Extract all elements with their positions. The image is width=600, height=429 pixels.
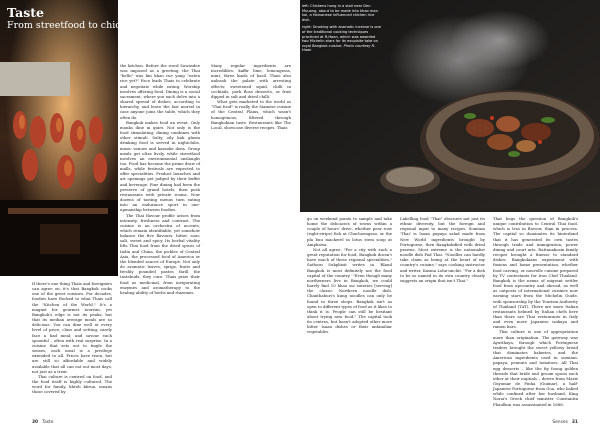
photo-credit: Photo courtesy R-Haan — [302, 43, 376, 53]
paragraph: Not all agree. "For a city with such a great reputation for food, Bangkok doesn't have much of these regional specialities," Sathorn Sukphisit writes in 'Bland Bangkok is most definitely not the food capital of the country.' "Even though many northerners live in Bangkok, we could barely find 10 khao soi eateries [serving] the classic Northern noodle dish. Chanthaburi's kung noodles can only be found in three shops. Bangkok isn't as open to different types of food as it likes to think it is. People can still be hesitant about trying new food." The capital took its centres, but hasn't adopted other more bitter Isaan dishes or their unfamiliar vegetables. — [307, 246, 392, 335]
title-block — [7, 6, 177, 32]
text-column-6 — [493, 216, 578, 407]
text-column-4 — [307, 216, 392, 335]
text-column-1 — [32, 281, 112, 394]
chicken-stall-photo — [0, 0, 118, 276]
paragraph: Thai culture is one of appropriation more than origination. The gateway was Ayutthaya, through which Portuguese traders brought the sweet yellowy bread that dominates bakeries, and the American ingredients used in somtam: papaya, peanuts and tomatoes. All Thai egg desserts – like the fiy foong golden threads that bride and groom spoon each other at their nuptials – derive from Marie Guyomar de Pinha (Guimar), a half-Japanese Portuguese from Goa, who baked while confined after her husband, King Narai's Greek chief minister Constantin Phaulkon was assassinated in 1688. — [493, 329, 578, 407]
section-label-left: Taste — [42, 420, 54, 425]
page-number-left: 30 — [32, 420, 39, 425]
text-column-5 — [400, 216, 485, 283]
text-column-2 — [120, 63, 200, 295]
paragraph: the kitchen. Before the word Sawasdee was imposed as a greeting, the Thai "hello" was kin khao rue yang "eaten rice yet?" Face leads Thais to celebrate and negotiate while eating. Worship involves offering food. Dining is a social sacrament, where you each delve into a shared spread of dishes, according to hierarchy, and leave the last morsel in case anyone joins the table, which they often do. — [120, 63, 200, 120]
section-label-right: Senses — [552, 420, 568, 425]
paragraph: Bangkok makes food an event. Only monks dine in quiet. Not only is the food stimulating; dining combines with other stimuli. Salty, oily kab glaem drinking food is served in nightclubs, music venues and karaoke dens. Group meals get ultra lively, while streetfood involves an environmental onslaught too. Food has become the prime draw of malls, while festivals are expected to offer specialities. Product launches and art openings get judged by their buffet and beverage. Fine dining had been the preserve of grand hotels, then posh restaurants with private rooms. Now dozens of tasting menus turn eating into an endurance sport in one-upmanship between foodies. — [120, 119, 200, 213]
paragraph: What gets marketed to the world as "Thai food" is really the Siamese cuisine of the Central Plains, which wasn't homogenous, filtered through Bangkokian taste. Restaurants like The Local, showcase diverse recipes. Thais — [211, 99, 291, 130]
paragraph: Many regular ingredients are incredibles: kaffir lime, lemongrass, mint, three kinds of basil. Thais also unleash the palate with arresting effects: sweetened squid, chilli in cocktails, pork floss desserts, or fruit dipped in salt and dried chilli. — [211, 63, 291, 99]
paragraph: Thai culture is centred on food, and the food itself is highly cultured. The word for family, khrob khrua, means those covered by — [32, 373, 112, 395]
paragraph: That begs the question of Bangkok's unique contribution to Central Thai food, which is less in flavour, than in process. The capital so dominates its hinterland that it has generated its own tastes through trade and immigration, power dining and court arts. Rattanakosin family recipes brought a finesse to standard dishes. Bangkokians experiment with fusions and home presentation, whether food carving, or nouvelle cuisine prepared by TV contestants for Iron Chef Thailand. Bangkok is the nexus of migrant settler food from upcountry and abroad, as well as outposts of international cuisines now earning stars from the Michelin Guide, with sponsorship by the Tourism Authority of Thailand (TAT). There are more Italian restaurants helmed by Italian chefs here than there are Thai restaurants in Italy and even more Japanese izakaya and ramen bars. — [493, 216, 578, 330]
page-title: Taste — [7, 5, 44, 20]
text-column-3 — [211, 63, 291, 130]
paragraph: go on weekend jaunts to sample and take home the delicacies of towns within a couple of hours' drive, whether pear rose (right-stripe) fish at Chachoengsao, or the pla buu mackerel in lotus stem soup at Amphawa. — [307, 216, 392, 247]
page-number-right: 31 — [571, 420, 578, 425]
caption-right-text: right: Smoking with aromatic incense is one of the traditional cooking techniques practiced at R-Haan, which was awarded two Michelin stars for its exquisite take on royal Bangkok cuisine. — [302, 25, 382, 48]
caption-right — [302, 25, 382, 53]
paragraph: If there's one thing Thais and foreigners can agree on, it's that Bangkok cooks one of the great cuisines. For decades, foodies have flocked to what Thais call the "Kitchen of the World." It's a magnet for gourmet tourism, yet Bangkok's edge is not its peaks, but that its median average meals are so delicious. You can dine well at every level of price, class and setting; rarely face a bad meal; and savour each spoonful – often with real surprise. In a cuisine that sets out to tingle the senses, each meal is a privilege extended to all. Prices have risen, but are still so affordable and widely available that all can eat out most days, not just as a treat. — [32, 281, 112, 374]
footer-right — [552, 420, 578, 425]
paragraph: The Thai flavour profile arises from intensity, freshness and contrast. The cuisine is an orchestra of accents, which remain identifiable, yet somehow balance the five flavours: bitter, sour, salt, sweet and spicy. Its herbal vitality lifts Thai food from the dried spices of India and China, the pickles of Central Asia, the processed food of America or the blended sauces of Europe. Not only do aromatic leaves, sprigs, fruits and freshly pounded pastes thrill the tastebuds, they cure. Thais prize their food as medicinal, from invigorating enzymes and aromatherapy to the healing ability of herbs and rhizomes. — [120, 212, 200, 295]
caption-left: left: Chickens hang in a stall near Den Muuang, about to be made into khao man kai, a Hainanese influenced chicken rice dish. — [302, 4, 378, 22]
footer-left — [32, 420, 53, 425]
paragraph: Labelling food "Thai" obscures not just its ethnic diversity, but the foreign and regional input to many recipes. Somtam 'Thai' is Isaan papaya salad made from New World ingredients brought by Portuguese, then Bangkokified with dried prawns. Most extreme is the nationalist noodle dish Pad Thai. "Noodles can hardly take claim as being at the heart of my country's cuisine," says cooking instructor and writer, Kasma Loha-unchit. "For a dish to be so named in its own country clearly suggests an origin that isn't Thai." — [400, 216, 485, 283]
photo-caption — [302, 4, 382, 56]
page-subtitle: From streetfood to chic food — [7, 20, 145, 31]
